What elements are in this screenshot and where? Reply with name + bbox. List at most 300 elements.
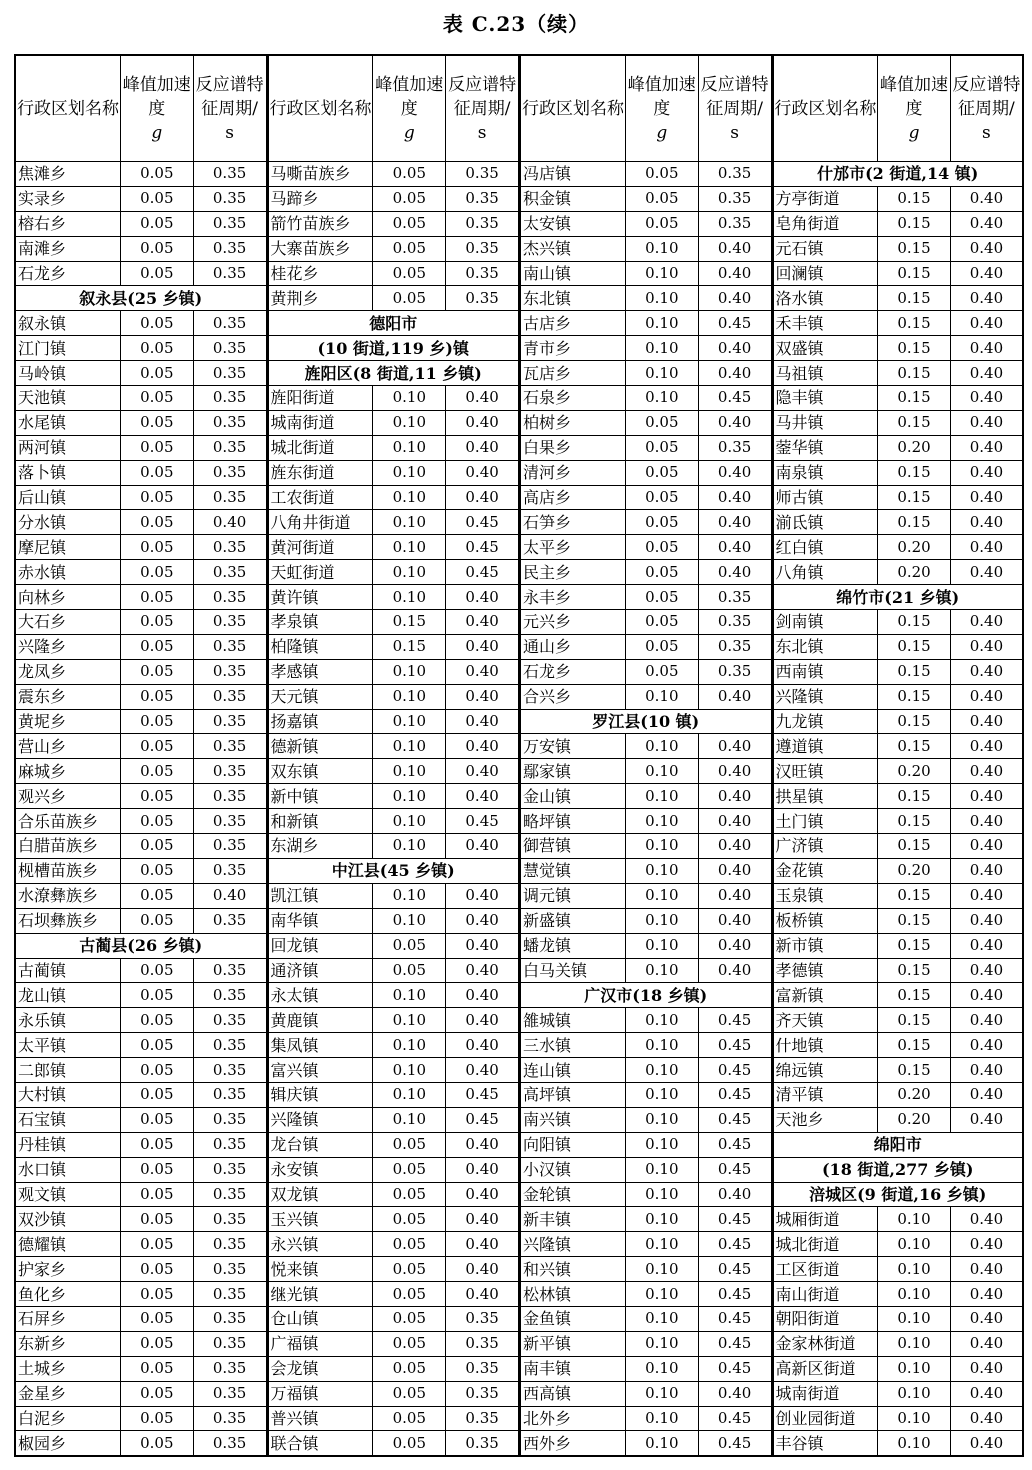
cell-peak-acceleration: 0.20: [878, 1082, 951, 1107]
cell-name: 西高镇: [520, 1381, 625, 1406]
cell-peak-acceleration: 0.05: [373, 236, 446, 261]
cell-peak-acceleration: 0.05: [120, 1406, 193, 1431]
table-row: [773, 336, 1024, 361]
header-period: [698, 55, 771, 162]
header-peak-label: 峰值加速度: [122, 74, 191, 119]
cell-peak-acceleration: 0.20: [878, 759, 951, 784]
header-period: [950, 55, 1023, 162]
cell-peak-acceleration: 0.10: [878, 1257, 951, 1282]
cell-period: 0.40: [446, 709, 519, 734]
cell-period: 0.40: [950, 1406, 1023, 1431]
section-row: [773, 162, 1024, 187]
cell-name: 柏隆镇: [268, 634, 373, 659]
cell-period: 0.35: [193, 535, 266, 560]
cell-period: 0.35: [193, 1406, 266, 1431]
cell-name: 高坪镇: [520, 1082, 625, 1107]
cell-period: 0.45: [446, 1082, 519, 1107]
cell-period: 0.35: [193, 1257, 266, 1282]
cell-name: 红白镇: [773, 535, 878, 560]
cell-period: 0.40: [698, 809, 771, 834]
table-row: [520, 908, 771, 933]
cell-period: 0.40: [446, 435, 519, 460]
cell-peak-acceleration: 0.05: [373, 286, 446, 311]
cell-period: 0.40: [950, 883, 1023, 908]
cell-peak-acceleration: 0.10: [373, 759, 446, 784]
cell-period: 0.45: [698, 1331, 771, 1356]
table-row: [268, 1008, 519, 1033]
table-row: [15, 1356, 266, 1381]
cell-period: 0.45: [698, 1356, 771, 1381]
cell-peak-acceleration: 0.05: [373, 1257, 446, 1282]
cell-name: 孝感镇: [268, 659, 373, 684]
cell-name: 蟠龙镇: [520, 933, 625, 958]
cell-peak-acceleration: 0.05: [120, 709, 193, 734]
cell-peak-acceleration: 0.05: [120, 435, 193, 460]
cell-peak-acceleration: 0.15: [878, 784, 951, 809]
table-row: [15, 1182, 266, 1207]
cell-period: 0.40: [950, 684, 1023, 709]
cell-period: 0.35: [193, 1107, 266, 1132]
cell-name: 蓥华镇: [773, 435, 878, 460]
cell-period: 0.35: [446, 1406, 519, 1431]
cell-period: 0.35: [698, 634, 771, 659]
table-row: [520, 858, 771, 883]
table-row: [268, 236, 519, 261]
cell-name: 摩尼镇: [15, 535, 120, 560]
cell-period: 0.40: [698, 361, 771, 386]
table-row: [15, 186, 266, 211]
header-peak: [373, 55, 446, 162]
cell-peak-acceleration: 0.05: [120, 958, 193, 983]
cell-name: 石屏乡: [15, 1306, 120, 1331]
table-row: [520, 1381, 771, 1406]
cell-peak-acceleration: 0.10: [373, 809, 446, 834]
table-row: [520, 560, 771, 585]
cell-name: 板桥镇: [773, 908, 878, 933]
cell-peak-acceleration: 0.15: [878, 311, 951, 336]
cell-period: 0.40: [446, 634, 519, 659]
header-row: [15, 55, 266, 162]
cell-period: 0.35: [193, 186, 266, 211]
cell-period: 0.35: [446, 211, 519, 236]
cell-name: 兴隆镇: [520, 1232, 625, 1257]
cell-name: 汉旺镇: [773, 759, 878, 784]
cell-peak-acceleration: 0.15: [878, 1033, 951, 1058]
cell-period: 0.40: [950, 908, 1023, 933]
table-row: [268, 809, 519, 834]
cell-period: 0.45: [698, 1008, 771, 1033]
cell-period: 0.35: [193, 1306, 266, 1331]
cell-peak-acceleration: 0.05: [120, 784, 193, 809]
seismic-parameter-tables: [14, 54, 1024, 1454]
cell-period: 0.35: [193, 1132, 266, 1157]
cell-peak-acceleration: 0.10: [625, 858, 698, 883]
table-row: [15, 883, 266, 908]
table-row: [773, 933, 1024, 958]
cell-peak-acceleration: 0.20: [878, 1107, 951, 1132]
cell-name: 会龙镇: [268, 1356, 373, 1381]
cell-peak-acceleration: 0.05: [373, 211, 446, 236]
cell-name: 冯店镇: [520, 162, 625, 187]
table-row: [268, 1406, 519, 1431]
table-row: [773, 1431, 1024, 1456]
cell-name: 南滩乡: [15, 236, 120, 261]
cell-peak-acceleration: 0.10: [373, 435, 446, 460]
table-row: [773, 1058, 1024, 1083]
cell-peak-acceleration: 0.15: [878, 361, 951, 386]
cell-peak-acceleration: 0.20: [878, 435, 951, 460]
cell-period: 0.40: [950, 460, 1023, 485]
cell-peak-acceleration: 0.05: [120, 883, 193, 908]
cell-period: 0.40: [950, 709, 1023, 734]
cell-period: 0.45: [698, 1306, 771, 1331]
cell-peak-acceleration: 0.15: [878, 236, 951, 261]
cell-name: 创业园街道: [773, 1406, 878, 1431]
table-row: [15, 858, 266, 883]
section-row: [773, 1132, 1024, 1157]
cell-name: 师古镇: [773, 485, 878, 510]
header-period-unit: s: [225, 122, 234, 143]
cell-name: 落卜镇: [15, 460, 120, 485]
cell-name: 向林乡: [15, 585, 120, 610]
table-row: [773, 510, 1024, 535]
cell-name: 西外乡: [520, 1431, 625, 1456]
table-row: [268, 759, 519, 784]
cell-peak-acceleration: 0.10: [373, 834, 446, 859]
cell-period: 0.40: [950, 1306, 1023, 1331]
header-row: [268, 55, 519, 162]
section-row: [15, 286, 266, 311]
cell-period: 0.40: [950, 759, 1023, 784]
cell-period: 0.40: [698, 485, 771, 510]
table-row: [520, 1157, 771, 1182]
cell-peak-acceleration: 0.15: [878, 1008, 951, 1033]
cell-name: 民主乡: [520, 560, 625, 585]
cell-name: 金花镇: [773, 858, 878, 883]
cell-name: 黄鹿镇: [268, 1008, 373, 1033]
cell-name: 新中镇: [268, 784, 373, 809]
table-row: [15, 834, 266, 859]
table-row: [773, 1008, 1024, 1033]
table-row: [520, 1356, 771, 1381]
cell-peak-acceleration: 0.15: [878, 634, 951, 659]
cell-period: 0.40: [950, 634, 1023, 659]
cell-period: 0.40: [950, 784, 1023, 809]
table-row: [15, 610, 266, 635]
cell-peak-acceleration: 0.05: [625, 659, 698, 684]
cell-name: 和新镇: [268, 809, 373, 834]
cell-period: 0.40: [698, 261, 771, 286]
cell-name: 水尾镇: [15, 410, 120, 435]
table-row: [268, 634, 519, 659]
table-row: [773, 908, 1024, 933]
cell-name: 高店乡: [520, 485, 625, 510]
cell-name: 仓山镇: [268, 1306, 373, 1331]
cell-period: 0.45: [698, 1058, 771, 1083]
cell-name: 枧槽苗族乡: [15, 858, 120, 883]
cell-name: 小汉镇: [520, 1157, 625, 1182]
cell-period: 0.40: [698, 908, 771, 933]
cell-period: 0.40: [698, 410, 771, 435]
table-body: [773, 162, 1024, 1457]
table-row: [268, 386, 519, 411]
cell-period: 0.35: [193, 236, 266, 261]
cell-peak-acceleration: 0.10: [625, 261, 698, 286]
cell-period: 0.40: [950, 336, 1023, 361]
cell-name: 金山镇: [520, 784, 625, 809]
table-panel-2: [267, 54, 520, 1454]
cell-peak-acceleration: 0.10: [373, 535, 446, 560]
table-row: [268, 1157, 519, 1182]
cell-name: 白泥乡: [15, 1406, 120, 1431]
table-row: [268, 1257, 519, 1282]
cell-period: 0.45: [698, 1082, 771, 1107]
cell-name: 金轮镇: [520, 1182, 625, 1207]
cell-peak-acceleration: 0.10: [373, 1008, 446, 1033]
cell-period: 0.40: [698, 759, 771, 784]
cell-period: 0.35: [193, 684, 266, 709]
table-row: [773, 858, 1024, 883]
cell-period: 0.40: [446, 1008, 519, 1033]
cell-peak-acceleration: 0.05: [625, 162, 698, 187]
cell-period: 0.40: [698, 236, 771, 261]
cell-name: 桂花乡: [268, 261, 373, 286]
table-row: [268, 610, 519, 635]
cell-peak-acceleration: 0.10: [625, 784, 698, 809]
table-body: [15, 162, 266, 1457]
cell-period: 0.45: [446, 809, 519, 834]
cell-period: 0.35: [193, 261, 266, 286]
header-period-label: 反应谱特征周期/: [195, 74, 264, 119]
cell-peak-acceleration: 0.15: [878, 933, 951, 958]
cell-name: 万安镇: [520, 734, 625, 759]
table-row: [520, 834, 771, 859]
table-row: [268, 1431, 519, 1456]
cell-peak-acceleration: 0.10: [878, 1431, 951, 1456]
table-row: [268, 261, 519, 286]
cell-peak-acceleration: 0.15: [373, 634, 446, 659]
cell-name: 瓦店乡: [520, 361, 625, 386]
cell-peak-acceleration: 0.05: [373, 261, 446, 286]
cell-peak-acceleration: 0.05: [373, 186, 446, 211]
cell-name: 什地镇: [773, 1033, 878, 1058]
cell-name: 椒园乡: [15, 1431, 120, 1456]
table-row: [15, 634, 266, 659]
cell-name: 石龙乡: [15, 261, 120, 286]
table-row: [268, 1282, 519, 1307]
cell-peak-acceleration: 0.15: [878, 186, 951, 211]
cell-period: 0.40: [950, 560, 1023, 585]
cell-peak-acceleration: 0.05: [625, 211, 698, 236]
table-row: [520, 460, 771, 485]
table-row: [15, 1033, 266, 1058]
table-row: [15, 684, 266, 709]
cell-name: 丰谷镇: [773, 1431, 878, 1456]
table-panel-3: [519, 54, 772, 1454]
cell-peak-acceleration: 0.10: [625, 734, 698, 759]
cell-period: 0.40: [698, 933, 771, 958]
table-row: [773, 460, 1024, 485]
cell-name: 石笋乡: [520, 510, 625, 535]
cell-name: 孝泉镇: [268, 610, 373, 635]
table-row: [773, 1282, 1024, 1307]
header-period-label: 反应谱特征周期/: [448, 74, 517, 119]
table-row: [268, 883, 519, 908]
table-row: [773, 1356, 1024, 1381]
cell-name: 天池镇: [15, 386, 120, 411]
cell-peak-acceleration: 0.05: [120, 1356, 193, 1381]
cell-name: 杰兴镇: [520, 236, 625, 261]
table-row: [15, 460, 266, 485]
table-row: [773, 709, 1024, 734]
table-row: [268, 162, 519, 187]
table-row: [773, 286, 1024, 311]
table-row: [520, 211, 771, 236]
cell-peak-acceleration: 0.05: [120, 1331, 193, 1356]
cell-name: 南兴镇: [520, 1107, 625, 1132]
cell-name: 旌东街道: [268, 460, 373, 485]
cell-period: 0.40: [698, 784, 771, 809]
table-row: [268, 1306, 519, 1331]
cell-name: 湔氐镇: [773, 510, 878, 535]
header-name: 行政区划名称: [520, 55, 625, 162]
cell-peak-acceleration: 0.10: [625, 958, 698, 983]
cell-name: 二郎镇: [15, 1058, 120, 1083]
cell-period: 0.40: [950, 510, 1023, 535]
cell-name: 玉泉镇: [773, 883, 878, 908]
table-row: [773, 834, 1024, 859]
table-row: [15, 485, 266, 510]
cell-name: 双沙镇: [15, 1207, 120, 1232]
cell-peak-acceleration: 0.10: [373, 1058, 446, 1083]
cell-name: 马嘶苗族乡: [268, 162, 373, 187]
cell-period: 0.40: [950, 236, 1023, 261]
cell-name: 震东乡: [15, 684, 120, 709]
cell-period: 0.40: [446, 784, 519, 809]
cell-name: 古蔺镇: [15, 958, 120, 983]
table-row: [520, 784, 771, 809]
cell-peak-acceleration: 0.05: [120, 162, 193, 187]
cell-period: 0.40: [950, 186, 1023, 211]
cell-period: 0.40: [950, 311, 1023, 336]
cell-peak-acceleration: 0.10: [878, 1331, 951, 1356]
cell-name: 天池乡: [773, 1107, 878, 1132]
cell-name: 柏树乡: [520, 410, 625, 435]
cell-peak-acceleration: 0.15: [878, 211, 951, 236]
table-row: [268, 535, 519, 560]
cell-peak-acceleration: 0.05: [120, 1008, 193, 1033]
cell-period: 0.40: [698, 883, 771, 908]
cell-name: 太安镇: [520, 211, 625, 236]
table-row: [15, 759, 266, 784]
table-row: [15, 261, 266, 286]
section-row: [773, 585, 1024, 610]
cell-name: 三水镇: [520, 1033, 625, 1058]
cell-period: 0.35: [193, 759, 266, 784]
table-row: [15, 311, 266, 336]
cell-name: 大石乡: [15, 610, 120, 635]
table-row: [520, 933, 771, 958]
cell-peak-acceleration: 0.05: [120, 1282, 193, 1307]
cell-period: 0.40: [950, 211, 1023, 236]
cell-peak-acceleration: 0.05: [120, 1207, 193, 1232]
cell-period: 0.40: [950, 1207, 1023, 1232]
table-row: [15, 410, 266, 435]
cell-name: 拱星镇: [773, 784, 878, 809]
cell-peak-acceleration: 0.10: [625, 1356, 698, 1381]
cell-peak-acceleration: 0.10: [373, 386, 446, 411]
cell-peak-acceleration: 0.10: [878, 1232, 951, 1257]
table-row: [520, 1431, 771, 1456]
table-row: [268, 1331, 519, 1356]
cell-period: 0.35: [193, 386, 266, 411]
table-row: [268, 709, 519, 734]
table-row: [520, 1406, 771, 1431]
cell-period: 0.35: [698, 659, 771, 684]
table-row: [520, 361, 771, 386]
table-row: [520, 435, 771, 460]
cell-name: 悦来镇: [268, 1257, 373, 1282]
table-row: [15, 1282, 266, 1307]
header-peak-unit: g: [151, 122, 163, 143]
cell-name: 永安镇: [268, 1157, 373, 1182]
cell-peak-acceleration: 0.10: [625, 933, 698, 958]
cell-period: 0.40: [950, 610, 1023, 635]
cell-name: 马祖镇: [773, 361, 878, 386]
table-row: [520, 1331, 771, 1356]
cell-period: 0.35: [193, 336, 266, 361]
cell-name: 调元镇: [520, 883, 625, 908]
table-row: [520, 261, 771, 286]
cell-period: 0.40: [950, 1381, 1023, 1406]
table-row: [15, 361, 266, 386]
table-row: [773, 1306, 1024, 1331]
cell-period: 0.40: [698, 684, 771, 709]
table-row: [268, 211, 519, 236]
table-panel-4: [772, 54, 1025, 1454]
header-period-label: 反应谱特征周期/: [700, 74, 769, 119]
cell-name: 石泉乡: [520, 386, 625, 411]
table-row: [520, 1107, 771, 1132]
cell-name: 城南街道: [773, 1381, 878, 1406]
table-row: [268, 784, 519, 809]
table-row: [520, 585, 771, 610]
cell-peak-acceleration: 0.10: [373, 485, 446, 510]
section-heading: 涪城区(9 街道,16 乡镇): [773, 1182, 1024, 1207]
cell-period: 0.45: [698, 311, 771, 336]
table-row: [15, 1306, 266, 1331]
table-row: [520, 809, 771, 834]
table-row: [773, 1381, 1024, 1406]
cell-period: 0.35: [193, 784, 266, 809]
cell-peak-acceleration: 0.10: [625, 908, 698, 933]
table-row: [773, 236, 1024, 261]
cell-peak-acceleration: 0.15: [878, 510, 951, 535]
cell-peak-acceleration: 0.10: [625, 1107, 698, 1132]
cell-peak-acceleration: 0.10: [625, 1306, 698, 1331]
cell-name: 南丰镇: [520, 1356, 625, 1381]
cell-name: 八角镇: [773, 560, 878, 585]
cell-name: 水口镇: [15, 1157, 120, 1182]
table-header: [773, 55, 1024, 162]
cell-period: 0.35: [446, 186, 519, 211]
cell-name: 工农街道: [268, 485, 373, 510]
cell-name: 金鱼镇: [520, 1306, 625, 1331]
table-row: [773, 1207, 1024, 1232]
header-peak-label: 峰值加速度: [627, 74, 696, 119]
cell-name: 榕右乡: [15, 211, 120, 236]
cell-period: 0.40: [446, 460, 519, 485]
